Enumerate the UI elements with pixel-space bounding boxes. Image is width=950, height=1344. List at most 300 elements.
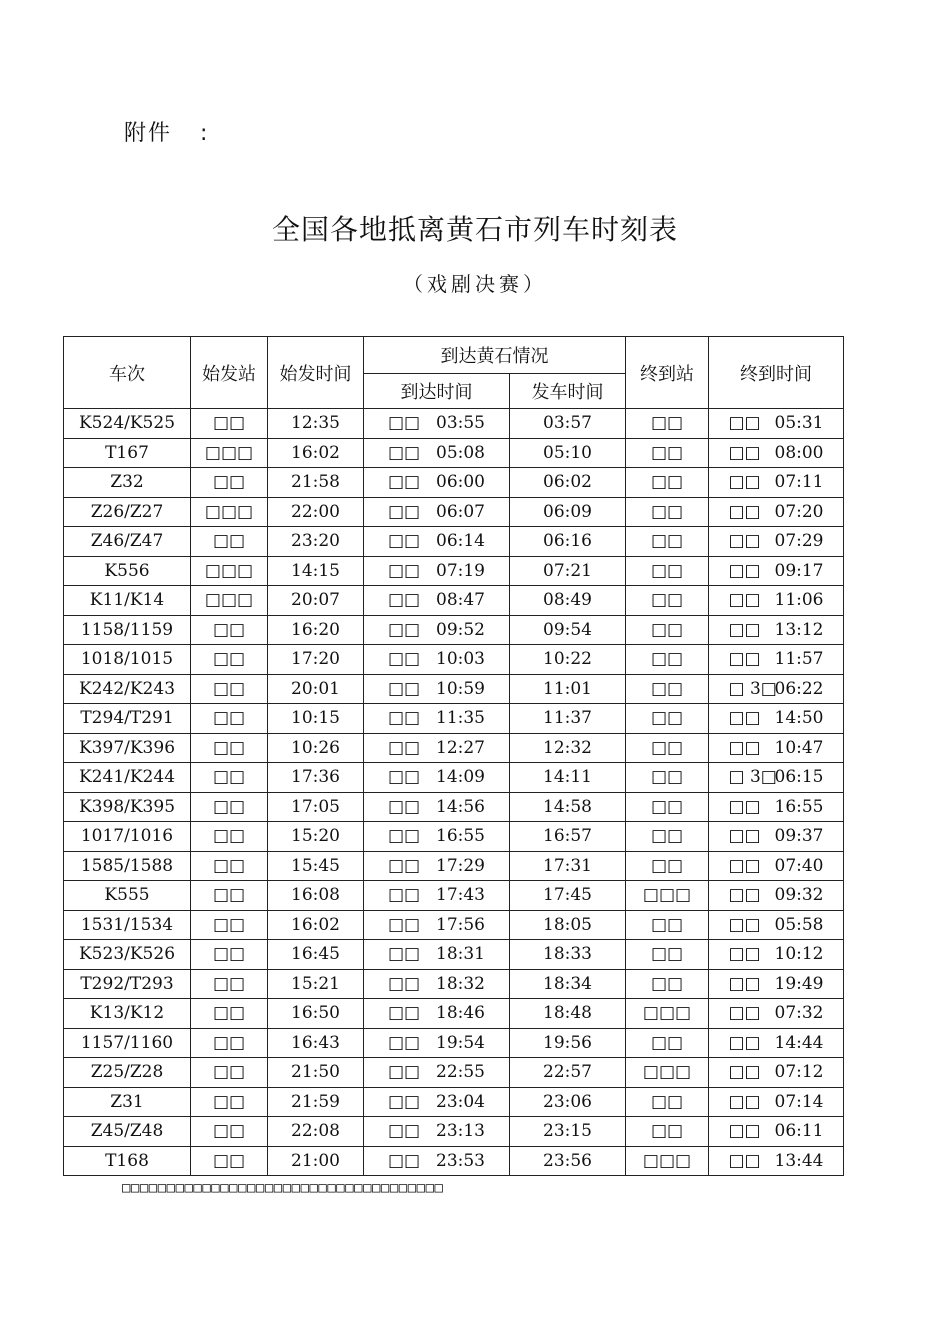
table-row xyxy=(64,468,844,498)
cell-terminus-label: □ 3□ xyxy=(728,767,777,788)
cell-arrive-label: □□ xyxy=(388,678,421,699)
table-row xyxy=(64,733,844,763)
cell-origin: □□ xyxy=(191,674,268,704)
cell-arrive-label: □□ xyxy=(388,767,421,788)
cell-depart-time: 17:20 xyxy=(268,645,364,675)
cell-terminus: □□□ xyxy=(626,999,709,1029)
cell-depart-time: 16:43 xyxy=(268,1028,364,1058)
cell-arrive-time: 22:55 xyxy=(436,1062,485,1083)
cell-terminus-time xyxy=(709,851,844,881)
cell-leave-time: 07:21 xyxy=(510,556,626,586)
cell-arrive xyxy=(364,704,510,734)
cell-leave-time: 23:56 xyxy=(510,1146,626,1176)
cell-arrive-label: □□ xyxy=(388,1091,421,1112)
cell-train-no: T294/T291 xyxy=(64,704,191,734)
table-row xyxy=(64,674,844,704)
cell-leave-time: 08:49 xyxy=(510,586,626,616)
cell-depart-time: 10:15 xyxy=(268,704,364,734)
cell-arrive xyxy=(364,615,510,645)
cell-origin: □□ xyxy=(191,940,268,970)
cell-terminus-clock: 08:00 xyxy=(774,442,824,463)
cell-terminus-time xyxy=(709,468,844,498)
cell-terminus: □□□ xyxy=(626,1146,709,1176)
cell-terminus-label: □□ xyxy=(728,501,761,522)
cell-train-no: T167 xyxy=(64,438,191,468)
cell-leave-time: 23:15 xyxy=(510,1117,626,1147)
cell-depart-time: 16:45 xyxy=(268,940,364,970)
cell-train-no: K242/K243 xyxy=(64,674,191,704)
cell-terminus-time xyxy=(709,586,844,616)
cell-terminus-clock: 16:55 xyxy=(774,796,824,817)
cell-origin: □□ xyxy=(191,704,268,734)
table-row xyxy=(64,999,844,1029)
cell-terminus-time xyxy=(709,1146,844,1176)
cell-terminus-clock: 07:32 xyxy=(774,1003,824,1024)
cell-leave-time: 17:45 xyxy=(510,881,626,911)
cell-terminus-time xyxy=(709,674,844,704)
cell-arrive xyxy=(364,851,510,881)
cell-origin: □□ xyxy=(191,851,268,881)
table-row xyxy=(64,792,844,822)
cell-depart-time: 16:50 xyxy=(268,999,364,1029)
cell-terminus: □□ xyxy=(626,468,709,498)
table-row xyxy=(64,497,844,527)
cell-arrive xyxy=(364,645,510,675)
cell-arrive xyxy=(364,881,510,911)
cell-arrive-time: 05:08 xyxy=(436,442,485,463)
cell-arrive-label: □□ xyxy=(388,826,421,847)
table-row xyxy=(64,527,844,557)
cell-terminus-clock: 07:11 xyxy=(774,472,824,493)
cell-arrive-time: 08:47 xyxy=(436,590,485,611)
cell-terminus-time xyxy=(709,763,844,793)
cell-arrive xyxy=(364,556,510,586)
table-row xyxy=(64,1146,844,1176)
cell-terminus: □□□ xyxy=(626,881,709,911)
cell-terminus-label: □□ xyxy=(728,1032,761,1053)
cell-terminus: □□ xyxy=(626,497,709,527)
cell-origin: □□ xyxy=(191,1146,268,1176)
cell-terminus: □□ xyxy=(626,1028,709,1058)
cell-train-no: 1157/1160 xyxy=(64,1028,191,1058)
cell-terminus: □□ xyxy=(626,438,709,468)
cell-depart-time: 20:01 xyxy=(268,674,364,704)
table-row xyxy=(64,969,844,999)
cell-terminus-label: □□ xyxy=(728,472,761,493)
cell-train-no: K556 xyxy=(64,556,191,586)
cell-depart-time: 15:21 xyxy=(268,969,364,999)
cell-origin: □□ xyxy=(191,969,268,999)
cell-depart-time: 21:50 xyxy=(268,1058,364,1088)
table-row xyxy=(64,615,844,645)
cell-origin: □□ xyxy=(191,881,268,911)
cell-arrive-label: □□ xyxy=(388,1150,421,1171)
cell-terminus-clock: 05:58 xyxy=(774,914,824,935)
cell-train-no: 1531/1534 xyxy=(64,910,191,940)
cell-train-no: K13/K12 xyxy=(64,999,191,1029)
cell-depart-time: 15:45 xyxy=(268,851,364,881)
cell-arrive xyxy=(364,409,510,439)
cell-terminus-time xyxy=(709,733,844,763)
page-subtitle: （戏剧决赛） xyxy=(403,272,547,296)
cell-arrive-time: 11:35 xyxy=(436,708,485,729)
header-terminus-time: 终到时间 xyxy=(709,337,844,409)
cell-terminus: □□ xyxy=(626,763,709,793)
header-arrive-time: 到达时间 xyxy=(364,374,510,409)
table-row xyxy=(64,851,844,881)
cell-train-no: 1017/1016 xyxy=(64,822,191,852)
cell-arrive-time: 14:09 xyxy=(436,767,485,788)
cell-leave-time: 06:09 xyxy=(510,497,626,527)
cell-arrive-time: 17:29 xyxy=(436,855,485,876)
cell-arrive-time: 18:31 xyxy=(436,944,485,965)
cell-train-no: K241/K244 xyxy=(64,763,191,793)
cell-train-no: 1585/1588 xyxy=(64,851,191,881)
cell-terminus-clock: 09:37 xyxy=(774,826,824,847)
table-row xyxy=(64,763,844,793)
cell-terminus-time xyxy=(709,556,844,586)
cell-origin: □□□ xyxy=(191,586,268,616)
cell-terminus: □□□ xyxy=(626,1058,709,1088)
cell-depart-time: 17:36 xyxy=(268,763,364,793)
cell-terminus-clock: 06:22 xyxy=(774,678,824,699)
cell-leave-time: 10:22 xyxy=(510,645,626,675)
cell-leave-time: 14:11 xyxy=(510,763,626,793)
table-row xyxy=(64,910,844,940)
cell-terminus-label: □□ xyxy=(728,531,761,552)
cell-origin: □□ xyxy=(191,615,268,645)
cell-arrive-label: □□ xyxy=(388,531,421,552)
cell-terminus-label: □□ xyxy=(728,855,761,876)
cell-train-no: Z32 xyxy=(64,468,191,498)
header-huangshi-group: 到达黄石情况 xyxy=(364,337,626,374)
cell-arrive-label: □□ xyxy=(388,914,421,935)
table-row xyxy=(64,1117,844,1147)
cell-terminus-label: □□ xyxy=(728,973,761,994)
cell-arrive-label: □□ xyxy=(388,1062,421,1083)
cell-arrive-time: 17:43 xyxy=(436,885,485,906)
cell-depart-time: 16:20 xyxy=(268,615,364,645)
table-row xyxy=(64,1058,844,1088)
cell-terminus-time xyxy=(709,527,844,557)
cell-terminus-clock: 11:06 xyxy=(774,590,824,611)
cell-depart-time: 23:20 xyxy=(268,527,364,557)
cell-arrive-time: 03:55 xyxy=(436,413,485,434)
cell-leave-time: 18:33 xyxy=(510,940,626,970)
cell-arrive-time: 23:53 xyxy=(436,1150,485,1171)
cell-leave-time: 18:05 xyxy=(510,910,626,940)
cell-arrive-label: □□ xyxy=(388,708,421,729)
cell-arrive-label: □□ xyxy=(388,796,421,817)
table-row xyxy=(64,1028,844,1058)
table-row xyxy=(64,940,844,970)
cell-arrive xyxy=(364,527,510,557)
cell-arrive-label: □□ xyxy=(388,885,421,906)
cell-leave-time: 19:56 xyxy=(510,1028,626,1058)
cell-terminus-label: □□ xyxy=(728,1091,761,1112)
cell-depart-time: 17:05 xyxy=(268,792,364,822)
cell-terminus: □□ xyxy=(626,586,709,616)
cell-depart-time: 22:00 xyxy=(268,497,364,527)
cell-terminus: □□ xyxy=(626,527,709,557)
cell-arrive-time: 14:56 xyxy=(436,796,485,817)
cell-arrive-time: 10:59 xyxy=(436,678,485,699)
cell-train-no: 1158/1159 xyxy=(64,615,191,645)
cell-terminus-time xyxy=(709,1087,844,1117)
cell-arrive-label: □□ xyxy=(388,944,421,965)
cell-depart-time: 16:08 xyxy=(268,881,364,911)
cell-origin: □□□ xyxy=(191,556,268,586)
attachment-text: 附件 xyxy=(124,121,173,146)
cell-leave-time: 11:01 xyxy=(510,674,626,704)
cell-terminus: □□ xyxy=(626,1117,709,1147)
cell-arrive-time: 23:04 xyxy=(436,1091,485,1112)
cell-terminus-time xyxy=(709,1117,844,1147)
table-row xyxy=(64,409,844,439)
cell-terminus-time xyxy=(709,615,844,645)
cell-terminus-label: □□ xyxy=(728,590,761,611)
cell-train-no: Z26/Z27 xyxy=(64,497,191,527)
cell-terminus-clock: 19:49 xyxy=(774,973,824,994)
cell-arrive-time: 16:55 xyxy=(436,826,485,847)
cell-train-no: 1018/1015 xyxy=(64,645,191,675)
cell-leave-time: 22:57 xyxy=(510,1058,626,1088)
table-row xyxy=(64,586,844,616)
cell-terminus: □□ xyxy=(626,556,709,586)
attachment-colon: : xyxy=(200,121,210,146)
cell-train-no: Z46/Z47 xyxy=(64,527,191,557)
cell-terminus-clock: 07:14 xyxy=(774,1091,824,1112)
cell-terminus-time xyxy=(709,438,844,468)
cell-depart-time: 16:02 xyxy=(268,910,364,940)
cell-terminus-label: □□ xyxy=(728,885,761,906)
header-origin: 始发站 xyxy=(191,337,268,409)
cell-terminus-label: □□ xyxy=(728,914,761,935)
cell-terminus-label: □□ xyxy=(728,944,761,965)
cell-arrive-label: □□ xyxy=(388,1032,421,1053)
header-terminus: 终到站 xyxy=(626,337,709,409)
cell-arrive xyxy=(364,910,510,940)
table-row xyxy=(64,556,844,586)
cell-terminus: □□ xyxy=(626,851,709,881)
cell-origin: □□ xyxy=(191,792,268,822)
cell-terminus-time xyxy=(709,409,844,439)
cell-depart-time: 14:15 xyxy=(268,556,364,586)
cell-arrive-time: 10:03 xyxy=(436,649,485,670)
cell-terminus-clock: 13:44 xyxy=(774,1150,824,1171)
cell-arrive xyxy=(364,1058,510,1088)
cell-arrive xyxy=(364,733,510,763)
cell-arrive-label: □□ xyxy=(388,560,421,581)
cell-arrive-label: □□ xyxy=(388,649,421,670)
cell-terminus: □□ xyxy=(626,615,709,645)
cell-terminus: □□ xyxy=(626,792,709,822)
cell-terminus-time xyxy=(709,1028,844,1058)
cell-depart-time: 12:35 xyxy=(268,409,364,439)
cell-arrive xyxy=(364,497,510,527)
cell-arrive xyxy=(364,1117,510,1147)
table-row xyxy=(64,438,844,468)
cell-origin: □□ xyxy=(191,733,268,763)
cell-origin: □□ xyxy=(191,527,268,557)
cell-origin: □□□ xyxy=(191,497,268,527)
cell-terminus-clock: 07:40 xyxy=(774,855,824,876)
cell-arrive-time: 23:13 xyxy=(436,1121,485,1142)
cell-train-no: T292/T293 xyxy=(64,969,191,999)
cell-terminus-clock: 06:11 xyxy=(774,1121,824,1142)
cell-arrive-time: 18:46 xyxy=(436,1003,485,1024)
cell-leave-time: 16:57 xyxy=(510,822,626,852)
cell-terminus: □□ xyxy=(626,645,709,675)
cell-arrive-time: 12:27 xyxy=(436,737,485,758)
cell-leave-time: 11:37 xyxy=(510,704,626,734)
table-row xyxy=(64,822,844,852)
cell-terminus-label: □□ xyxy=(728,1062,761,1083)
table-row xyxy=(64,881,844,911)
cell-terminus-time xyxy=(709,822,844,852)
cell-terminus-clock: 13:12 xyxy=(774,619,824,640)
cell-terminus-clock: 05:31 xyxy=(774,413,824,434)
cell-leave-time: 14:58 xyxy=(510,792,626,822)
cell-terminus: □□ xyxy=(626,674,709,704)
cell-arrive-time: 07:19 xyxy=(436,560,485,581)
header-depart-time: 始发时间 xyxy=(268,337,364,409)
cell-terminus-time xyxy=(709,999,844,1029)
cell-terminus: □□ xyxy=(626,409,709,439)
cell-arrive-label: □□ xyxy=(388,590,421,611)
cell-terminus: □□ xyxy=(626,704,709,734)
cell-terminus-time xyxy=(709,497,844,527)
cell-terminus-clock: 09:17 xyxy=(774,560,824,581)
cell-arrive-label: □□ xyxy=(388,472,421,493)
cell-terminus-clock: 14:50 xyxy=(774,708,824,729)
cell-depart-time: 22:08 xyxy=(268,1117,364,1147)
cell-terminus-label: □□ xyxy=(728,737,761,758)
cell-origin: □□ xyxy=(191,409,268,439)
cell-terminus-label: □□ xyxy=(728,826,761,847)
table-row xyxy=(64,704,844,734)
cell-arrive xyxy=(364,1087,510,1117)
cell-arrive xyxy=(364,969,510,999)
cell-origin: □□ xyxy=(191,1117,268,1147)
cell-terminus-label: □□ xyxy=(728,1003,761,1024)
cell-terminus: □□ xyxy=(626,1087,709,1117)
cell-arrive-label: □□ xyxy=(388,1121,421,1142)
cell-leave-time: 03:57 xyxy=(510,409,626,439)
timetable xyxy=(63,336,844,1176)
cell-terminus-label: □□ xyxy=(728,649,761,670)
cell-origin: □□ xyxy=(191,763,268,793)
footnote: □□□□□□□□□□□□□□□□□□□□□□□□□□□□□□□□□□□□ xyxy=(122,1180,444,1196)
cell-arrive xyxy=(364,1028,510,1058)
cell-arrive-time: 17:56 xyxy=(436,914,485,935)
cell-terminus-clock: 09:32 xyxy=(774,885,824,906)
cell-terminus-label: □□ xyxy=(728,413,761,434)
cell-terminus-clock: 07:12 xyxy=(774,1062,824,1083)
cell-terminus-clock: 11:57 xyxy=(774,649,824,670)
cell-terminus-label: □ 3□ xyxy=(728,678,777,699)
cell-train-no: Z25/Z28 xyxy=(64,1058,191,1088)
cell-train-no: K11/K14 xyxy=(64,586,191,616)
cell-arrive-label: □□ xyxy=(388,737,421,758)
cell-leave-time: 06:16 xyxy=(510,527,626,557)
cell-terminus-time xyxy=(709,704,844,734)
cell-terminus: □□ xyxy=(626,910,709,940)
cell-leave-time: 05:10 xyxy=(510,438,626,468)
cell-arrive-label: □□ xyxy=(388,855,421,876)
cell-origin: □□ xyxy=(191,822,268,852)
cell-arrive-time: 19:54 xyxy=(436,1032,485,1053)
table-row xyxy=(64,1087,844,1117)
cell-terminus-clock: 06:15 xyxy=(774,767,824,788)
cell-terminus-clock: 07:20 xyxy=(774,501,824,522)
cell-depart-time: 20:07 xyxy=(268,586,364,616)
cell-arrive xyxy=(364,438,510,468)
page-title: 全国各地抵离黄石市列车时刻表 xyxy=(271,213,678,246)
cell-arrive xyxy=(364,468,510,498)
cell-arrive xyxy=(364,674,510,704)
cell-terminus: □□ xyxy=(626,940,709,970)
cell-terminus-time xyxy=(709,1058,844,1088)
cell-depart-time: 16:02 xyxy=(268,438,364,468)
table-row xyxy=(64,645,844,675)
cell-origin: □□ xyxy=(191,645,268,675)
cell-terminus: □□ xyxy=(626,969,709,999)
cell-arrive xyxy=(364,1146,510,1176)
cell-origin: □□ xyxy=(191,468,268,498)
header-leave-time: 发车时间 xyxy=(510,374,626,409)
cell-leave-time: 23:06 xyxy=(510,1087,626,1117)
cell-train-no: K397/K396 xyxy=(64,733,191,763)
cell-arrive-time: 06:14 xyxy=(436,531,485,552)
cell-origin: □□ xyxy=(191,1058,268,1088)
cell-arrive-label: □□ xyxy=(388,413,421,434)
cell-terminus-time xyxy=(709,881,844,911)
cell-arrive-time: 06:07 xyxy=(436,501,485,522)
cell-terminus-label: □□ xyxy=(728,1150,761,1171)
cell-origin: □□ xyxy=(191,999,268,1029)
cell-arrive-time: 09:52 xyxy=(436,619,485,640)
cell-terminus: □□ xyxy=(626,822,709,852)
cell-leave-time: 06:02 xyxy=(510,468,626,498)
cell-origin: □□ xyxy=(191,1087,268,1117)
attachment-label xyxy=(124,116,209,147)
cell-terminus-clock: 10:12 xyxy=(774,944,824,965)
cell-arrive xyxy=(364,940,510,970)
cell-leave-time: 12:32 xyxy=(510,733,626,763)
cell-train-no: Z45/Z48 xyxy=(64,1117,191,1147)
cell-depart-time: 15:20 xyxy=(268,822,364,852)
cell-terminus-label: □□ xyxy=(728,796,761,817)
cell-terminus-time xyxy=(709,910,844,940)
cell-terminus-label: □□ xyxy=(728,560,761,581)
cell-train-no: K398/K395 xyxy=(64,792,191,822)
cell-origin: □□ xyxy=(191,1028,268,1058)
cell-terminus: □□ xyxy=(626,733,709,763)
cell-arrive-label: □□ xyxy=(388,442,421,463)
timetable-body xyxy=(64,409,844,1176)
cell-arrive-label: □□ xyxy=(388,1003,421,1024)
cell-train-no: Z31 xyxy=(64,1087,191,1117)
cell-terminus-label: □□ xyxy=(728,619,761,640)
cell-arrive-label: □□ xyxy=(388,501,421,522)
cell-origin: □□□ xyxy=(191,438,268,468)
cell-depart-time: 21:00 xyxy=(268,1146,364,1176)
cell-leave-time: 18:34 xyxy=(510,969,626,999)
cell-arrive xyxy=(364,999,510,1029)
cell-arrive xyxy=(364,792,510,822)
cell-arrive-time: 18:32 xyxy=(436,973,485,994)
